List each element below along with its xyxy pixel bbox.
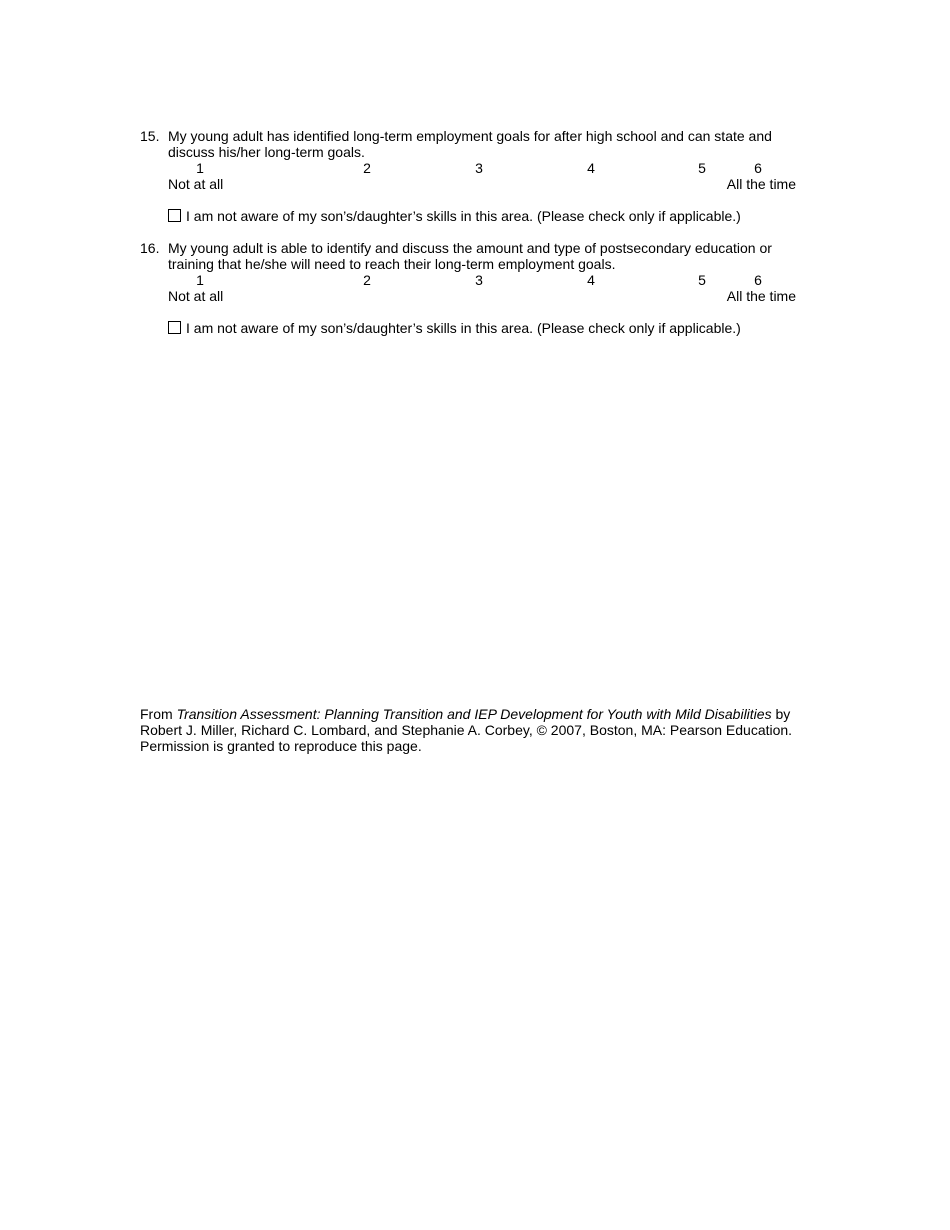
not-aware-row bbox=[168, 320, 808, 336]
scale-option-4[interactable]: 4 bbox=[587, 160, 595, 176]
citation-line-2: Robert J. Miller, Richard C. Lombard, and Stephanie A. Corbey, © 2007, Boston, MA: Pearson Education. bbox=[140, 722, 793, 738]
scale-option-5[interactable]: 5 bbox=[698, 272, 706, 288]
citation-prefix: From bbox=[140, 706, 173, 722]
scale-option-5[interactable]: 5 bbox=[698, 160, 706, 176]
scale-option-3[interactable]: 3 bbox=[475, 160, 483, 176]
citation-by: by bbox=[775, 706, 791, 722]
citation-line-3: Permission is granted to reproduce this page. bbox=[140, 738, 422, 754]
not-aware-checkbox[interactable] bbox=[168, 321, 181, 334]
scale-option-2[interactable]: 2 bbox=[363, 160, 371, 176]
not-aware-label: I am not aware of my son’s/daughter’s skills in this area. (Please check only if applicable.) bbox=[186, 320, 741, 336]
scale-option-6[interactable]: 6 bbox=[754, 272, 762, 288]
scale-option-4[interactable]: 4 bbox=[587, 272, 595, 288]
scale-option-1[interactable]: 1 bbox=[196, 160, 204, 176]
scale-low-label: Not at all bbox=[168, 176, 224, 192]
not-aware-label: I am not aware of my son’s/daughter’s skills in this area. (Please check only if applicable.) bbox=[186, 208, 741, 224]
rating-scale bbox=[140, 272, 810, 304]
question-number: 15. bbox=[140, 128, 160, 144]
scale-option-3[interactable]: 3 bbox=[475, 272, 483, 288]
scale-high-label: All the time bbox=[726, 176, 796, 192]
citation-line-1 bbox=[140, 706, 810, 722]
citation-footer bbox=[140, 706, 810, 754]
scale-high-label: All the time bbox=[726, 288, 796, 304]
scale-option-1[interactable]: 1 bbox=[196, 272, 204, 288]
rating-scale bbox=[140, 160, 810, 192]
book-title: Transition Assessment: Planning Transition and IEP Development for Youth with Mild Disabilities bbox=[176, 706, 772, 722]
not-aware-row bbox=[168, 208, 808, 224]
scale-option-6[interactable]: 6 bbox=[754, 160, 762, 176]
question-text: My young adult has identified long-term employment goals for after high school and can state and discuss his/her long-term goals. bbox=[168, 128, 772, 160]
scale-option-2[interactable]: 2 bbox=[363, 272, 371, 288]
scale-low-label: Not at all bbox=[168, 288, 224, 304]
question-text: My young adult is able to identify and discuss the amount and type of postsecondary education or training that he/she will need to reach their long-term employment goals. bbox=[168, 240, 772, 272]
question-number: 16. bbox=[140, 240, 160, 256]
not-aware-checkbox[interactable] bbox=[168, 209, 181, 222]
